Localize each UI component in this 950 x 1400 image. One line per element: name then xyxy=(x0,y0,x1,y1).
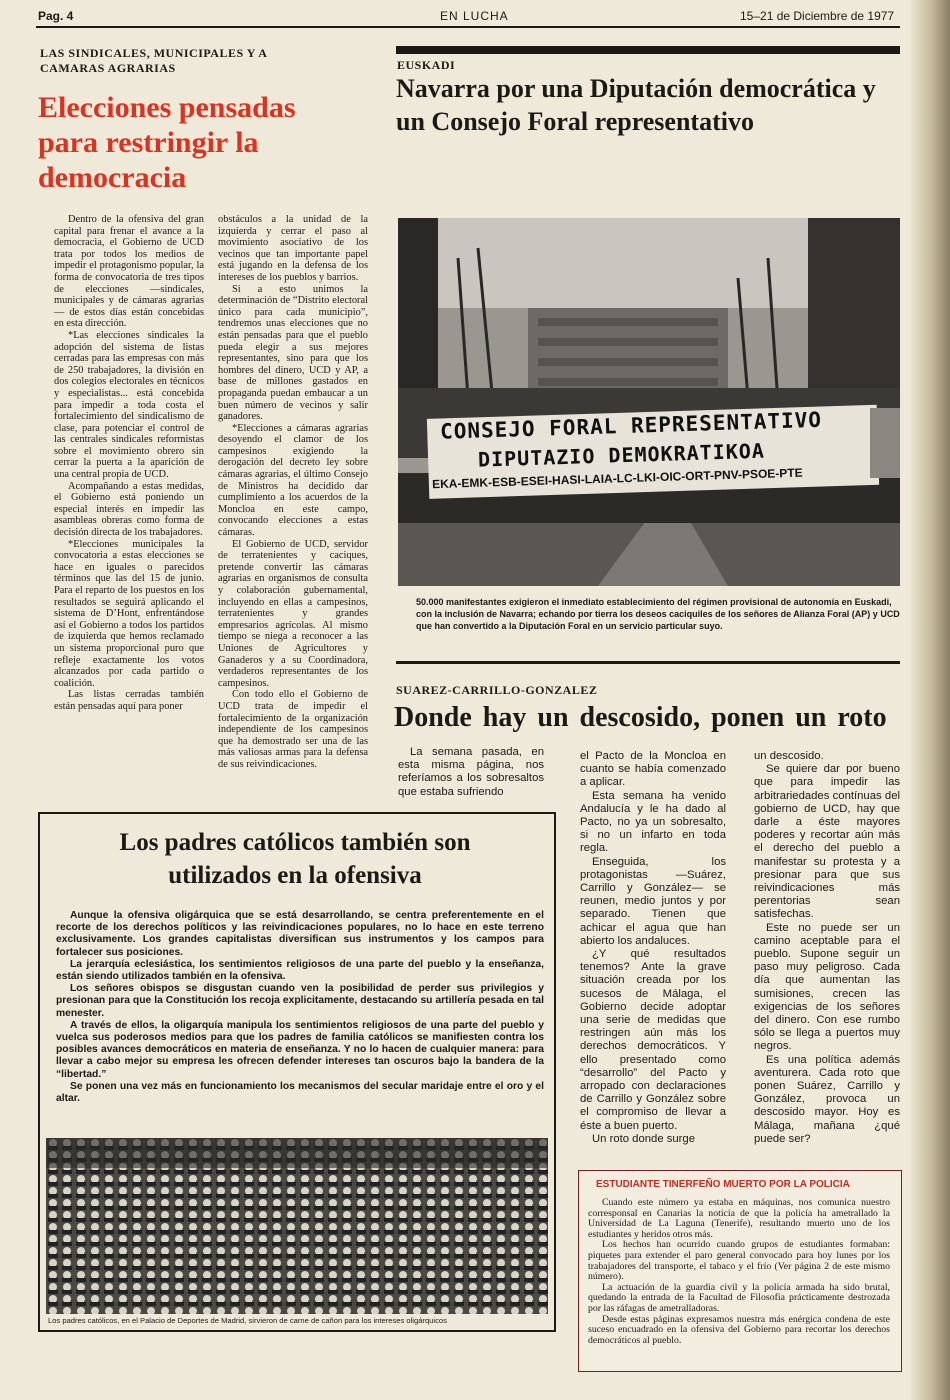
navarra-headline: Navarra por una Diputación democrática y un Consejo Foral representativo xyxy=(396,74,876,136)
navarra-top-rule xyxy=(396,46,900,54)
paragraph: Si a esto unimos la determinación de “Distrito electoral único para cada municipio”, tendremos unas elecciones que no están pensadas para que el pueblo pueda elegir a sus mejores representantes, sino para que los hombres del dinero, UCD y AP, a base de millones gastados en propaganda puedan embaucar a un buen número de vecinos y salir ganadores. xyxy=(218,283,368,423)
crowd-texture-illustration xyxy=(46,1138,548,1314)
paragraph: *Elecciones municipales la convocatoria a estas elecciones se hace en iguales o parecidos términos que las del 15 de junio. Para el reparto de los puestos en los resultados se seguirá aplicando el sistema de D’Hont, enfrentándose así el Gobierno a todos los partidos de izquierda que hemos reclamado un sistema proporcional puro que refleje exactamente los votos alcanzados por cada partido o coalición. xyxy=(54,538,204,689)
paragraph: El Gobierno de UCD, servidor de terratenientes y caciques, pretende convertir las cámaras agrarias en organismos de consulta y colaboración gubernamental, incluyendo en ellas a campesinos, terratenientes y grandes empresarios agrícolas. Al mismo tiempo se niega a reconocer a las Uniones de Agricultores y Ganaderos y a su Coordinadora, verdaderos representantes de los campesinos. xyxy=(218,538,368,689)
paragraph: Los señores obispos se disgustan cuando ven la posibilidad de perder sus privilegios y presionan para que la Constitución los recoja explicitamente, destacando su artillería pesada en tal menester. xyxy=(56,983,544,1019)
elecciones-kicker: LAS SINDICALES, MUNICIPALES Y A CAMARAS AGRARIAS xyxy=(40,46,267,75)
roto-column-1 xyxy=(398,746,544,799)
padres-headline: Los padres católicos también son utilizados en la ofensiva xyxy=(119,829,471,889)
demonstration-photo xyxy=(398,218,900,586)
paragraph: Un roto donde surge xyxy=(592,1132,695,1145)
elecciones-column-2 xyxy=(218,214,368,771)
crowd-photo-caption: Los padres católicos, en el Palacio de Deportes de Madrid, sirvieron de carne de cañon para los intereses oligárquicos xyxy=(48,1316,447,1325)
issue-date: 15–21 de Diciembre de 1977 xyxy=(740,9,895,23)
header-rule xyxy=(36,26,900,28)
elecciones-column-1 xyxy=(54,214,204,713)
roto-kicker: SUAREZ-CARRILLO-GONZALEZ xyxy=(396,683,598,697)
demonstration-scene-illustration xyxy=(398,218,900,586)
roto-headline: Donde hay un descosido, ponen un roto xyxy=(394,702,887,733)
paragraph: Cuando este número ya estaba en máquinas, nos comunica nuestro corresponsal en Canarias la noticia de que la policía ha ametrallado la Universidad de La Laguna (Tenerife), resultando muerto uno de los estudiantes y heridos otros más. xyxy=(588,1197,890,1240)
page-number: Pag. 4 xyxy=(38,9,74,23)
paragraph: Desde estas páginas expresamos nuestra más enérgica condena de este suceso encuadrado en la ofensiva del Gobierno para recortar los derechos democráticos al pueblo. xyxy=(588,1313,890,1346)
paragraph: A través de ellos, la oligarquía manipula los sentimientos religiosos de una parte del pueblo y vuelca sus poderosos medios para que los padres de familia católicos se manifiesten contra los posibles avances democráticos en materia de enseñanza. Y no lo hacen de cualquier manera: para llevar a cabo mejor su empresa les ofrecen defender intereses tan oscuros bajo la bandera de la “libertad.” xyxy=(56,1019,544,1080)
banner-line-1: CONSEJO FORAL REPRESENTATIVO xyxy=(439,407,823,444)
paragraph: Esta semana ha venido Andalucía y le ha dado al Pacto, no ya un sobresalto, si no un infarto en toda regla. xyxy=(580,789,726,855)
estudiante-kicker: ESTUDIANTE TINERFEÑO MUERTO POR LA POLICIA xyxy=(596,1179,850,1190)
paragraph: La jerarquía eclesiástica, los sentimientos religiosos de una parte del pueblo y la enseñanza, están siendo utilizados también en la ofensiva. xyxy=(56,958,544,983)
banner-line-3: EKA-EMK-ESB-ESEI-HASI-LAIA-LC-LKI-OIC-ORT-PNV-PSOE-PTE xyxy=(431,465,803,492)
page-edge-shadow xyxy=(908,0,950,1400)
paragraph: *Elecciones a cámaras agrarias desoyendo el clamor de los campesinos exigiendo la derogación del decreto ley sobre cámaras agrarias, el último Consejo de Ministros ha decidido dar cumplimiento a los acuerdos de la Moncloa en este campo, convocando elecciones a estas cámaras. xyxy=(218,422,368,539)
navarra-kicker: EUSKADI xyxy=(397,58,456,72)
paragraph: Las listas cerradas también están pensadas aquí para poner xyxy=(54,689,204,712)
paragraph: Se ponen una vez más en funcionamiento los mecanismos del secular maridaje entre el oro y el altar. xyxy=(56,1080,544,1105)
paragraph: Los hechos han ocurrido cuando grupos de estudiantes formaban: piquetes para extender el paro general convocado para hoy lunes por los trabajadores del transporte, el tabaco y el frío (Ver página 2 de este mismo número). xyxy=(588,1239,890,1283)
demonstration-photo-caption: 50.000 manifestantes exigieron el inmediato establecimiento del régimen provisional de autonomía en Euskadi, con la inclusión de Navarra; echando por tierra los deseos caciquiles de los señores de Alianza Foral (AP) y UCD que han convertido a la Diputación Foral en un servicio particular suyo. xyxy=(416,597,900,631)
roto-top-rule xyxy=(396,661,900,664)
paragraph: obstáculos a la unidad de la izquierda y cerrar el paso al movimiento asociativo de los vecinos que tan importante papel está jugando en la defensa de los intereses de los pueblos y barrios. xyxy=(218,214,368,283)
roto-column-3 xyxy=(754,750,900,1146)
paragraph: un descosido. xyxy=(754,750,824,762)
newspaper-name: EN LUCHA xyxy=(440,9,509,23)
elecciones-headline: Elecciones pensadas para restringir la democracia xyxy=(38,91,296,194)
padres-body xyxy=(56,910,544,1105)
paragraph: Se quiere dar por bueno que para impedir las arbitrariedades contínuas del gobierno de UCD, hay que darle a éste mayores poderes y recortar aún más el derecho del pueblo a manifestar su protesta y a presionar para que sus reivindicaciones más perentorias sean satisfechas. xyxy=(754,763,900,921)
banner-line-2: DIPUTAZIO DEMOKRATIKOA xyxy=(477,438,766,472)
roto-column-2 xyxy=(580,750,726,1146)
paragraph: Aunque la ofensiva oligárquica que se está desarrollando, se centra preferentemente en el recorte de los derechos políticos y las reivindicaciones populares, no lo hace en este terreno exclusivamente. Los grandes capitalistas diversifican sus instrumentos y los campos para fortalecer sus posiciones. xyxy=(56,910,544,958)
paragraph: La semana pasada, en esta misma página, nos referíamos a los sobresaltos que estaba sufriendo xyxy=(398,746,544,798)
paragraph: La actuación de la guardia civil y la policía armada ha sido brutal, quedando la entrada de la Facultad de Filosofía prácticamente destrozada por las ráfagas de ametralladoras. xyxy=(588,1281,890,1314)
paragraph: Con todo ello el Gobierno de UCD trata de impedir el fortalecimiento de la organización independiente de los campesinos que ha demostrado ser una de las más valiosas armas para la defensa de sus reivindicaciones. xyxy=(218,689,368,770)
paragraph: Enseguida, los protagonistas —Suárez, Carrillo y González— se reunen, medio juntos y por separado. Tienen que achicar el agua que han abierto los andaluces. xyxy=(580,855,726,947)
estudiante-body xyxy=(588,1198,890,1346)
paragraph: Es una política además aventurera. Cada roto que ponen Suárez, Carrillo y González, provoca un descosido mayor. Hoy es Málaga, mañana ¿qué puede ser? xyxy=(754,1053,900,1145)
crowd-photo xyxy=(46,1138,548,1314)
paragraph: Dentro de la ofensiva del gran capital para frenar el avance a la democracia, el Gobierno de UCD trata por todos los medios de impedir el protagonismo popular, la forma de convocatoria de tres tipos de elecciones —sindicales, municipales y de cámaras agrarias— de estos días están concebidas en esta dirección. xyxy=(54,214,204,330)
paragraph: ¿Y qué resultados tenemos? Ante la grave situación creada por los sucesos de Málaga, el Gobierno decide adoptar una serie de medidas que restringen aún más los derechos democráticos. Y ello presentado como “desarrollo” del Pacto y arropado con declaraciones de Carrillo y González sobre el compromiso de llevar a éste a buen puerto. xyxy=(580,948,726,1132)
paragraph: Este no puede ser un camino aceptable para el pueblo. Supone seguir un paso muy peligroso. Cada día que aumentan las sumisiones, crecen las exigencias de los señores del dinero. Con ese rumbo sólo se llega a puertos muy negros. xyxy=(754,921,900,1053)
paragraph: *Las elecciones sindicales la adopción del sistema de listas cerradas para las empresas con más de 250 trabajadores, la división en dos colegios electorales en técnicos y especialistas... está concebida para impedir a toda costa el fortalecimiento del sindicalismo de clase, para potenciar el control de las centrales sindicales reformistas sobre el movimiento obrero sin cerrar la puerta a la aparición de una central propia de UCD. xyxy=(54,329,204,481)
paragraph: el Pacto de la Moncloa en cuanto se había comenzado a aplicar. xyxy=(580,750,726,789)
paragraph: Acompañando a estas medidas, el Gobierno está poniendo un especial interés en impedir las asambleas obreras como forma de decisión directa de los trabajadores. xyxy=(54,480,204,539)
